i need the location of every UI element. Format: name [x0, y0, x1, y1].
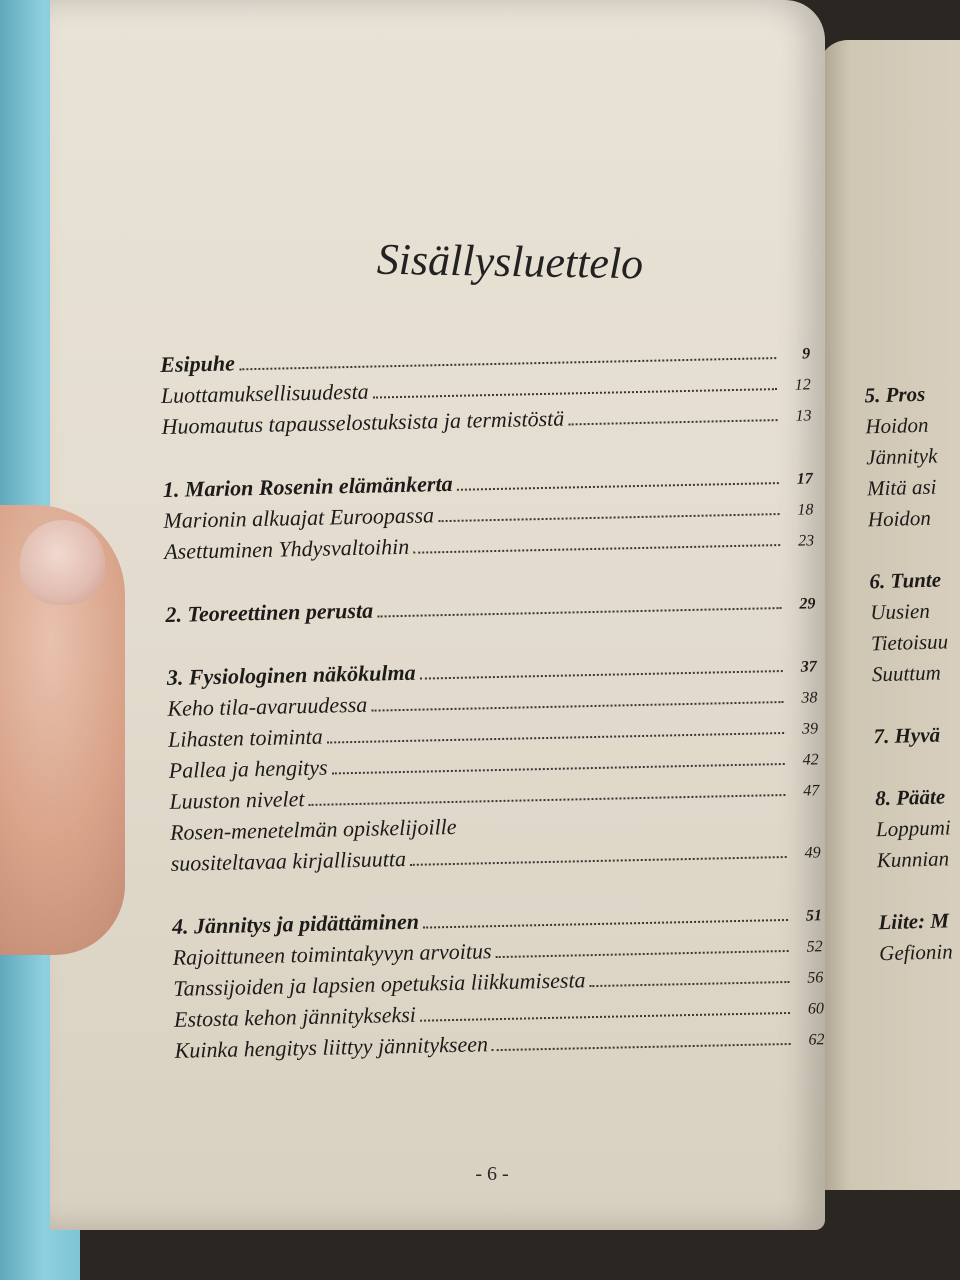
thumbnail [20, 520, 105, 605]
toc-entry: 4. Jännitys ja pidättäminen 51 [171, 907, 823, 939]
right-page-text [864, 381, 960, 972]
toc-entry: Tanssijoiden ja lapsien opetuksia liikkumisesta 56 [173, 967, 824, 1001]
toc-entry-line: Rosen-menetelmän opiskelijoille [169, 813, 457, 845]
right-page-line: Suuttum [871, 660, 942, 687]
right-page-line: Tietoisuu [870, 629, 949, 656]
toc-entry: 1. Marion Rosenin elämänkerta 17 [162, 470, 813, 502]
toc-entry: 2. Teoreettinen perusta 29 [165, 595, 816, 627]
right-page-line: Jännityk [865, 443, 938, 470]
toc-entry: Huomautus tapausselostuksista ja termistöstä 13 [161, 405, 812, 439]
toc-entry: Estosta kehon jännitykseksi 60 [173, 1000, 825, 1032]
toc-entry: Luuston nivelet 47 [169, 782, 820, 814]
toc-entry: Marionin alkuajat Euroopassa 18 [163, 501, 814, 533]
right-page-line: Hoidon [865, 412, 929, 439]
right-page-line: Gefionin [878, 939, 954, 966]
right-page-line: Mitä asi [866, 474, 937, 501]
toc-entry: Rajoittuneen toimintakyvyn arvoitus 52 [172, 938, 823, 970]
toc-entry: suositeltavaa kirjallisuutta 49 [170, 844, 821, 876]
toc-entry: Kuinka hengitys liittyy jännitykseen 62 [174, 1031, 825, 1063]
toc-title: Sisällysluettelo [376, 234, 644, 289]
toc-entry: Asettuminen Yhdysvaltoihin 23 [163, 532, 815, 564]
toc-entry: Lihasten toiminta 39 [167, 720, 819, 752]
right-page-line: 8. Pääte [874, 784, 946, 811]
right-page-line: Hoidon [867, 505, 932, 532]
toc-entry: Luottamuksellisuudesta 12 [160, 376, 812, 408]
right-page-line: 7. Hyvä [873, 722, 941, 749]
toc-entry: Pallea ja hengitys 42 [168, 751, 819, 783]
right-page-line: Uusien [869, 598, 931, 625]
toc-entry: Esipuhe 9 [160, 345, 811, 377]
toc-entry: Keho tila-avaruudessa 38 [167, 689, 818, 721]
page-number: - 6 - [475, 1163, 509, 1185]
right-page-line: 6. Tunte [869, 567, 942, 594]
right-page-line: Loppumi [875, 815, 951, 842]
right-page-line: 5. Pros [864, 381, 926, 408]
table-of-contents [160, 338, 825, 1068]
right-page-line: Liite: M [878, 908, 950, 935]
toc-entry: 3. Fysiologinen näkökulma 37 [166, 658, 817, 690]
right-page-line: Kunnian [876, 846, 950, 873]
